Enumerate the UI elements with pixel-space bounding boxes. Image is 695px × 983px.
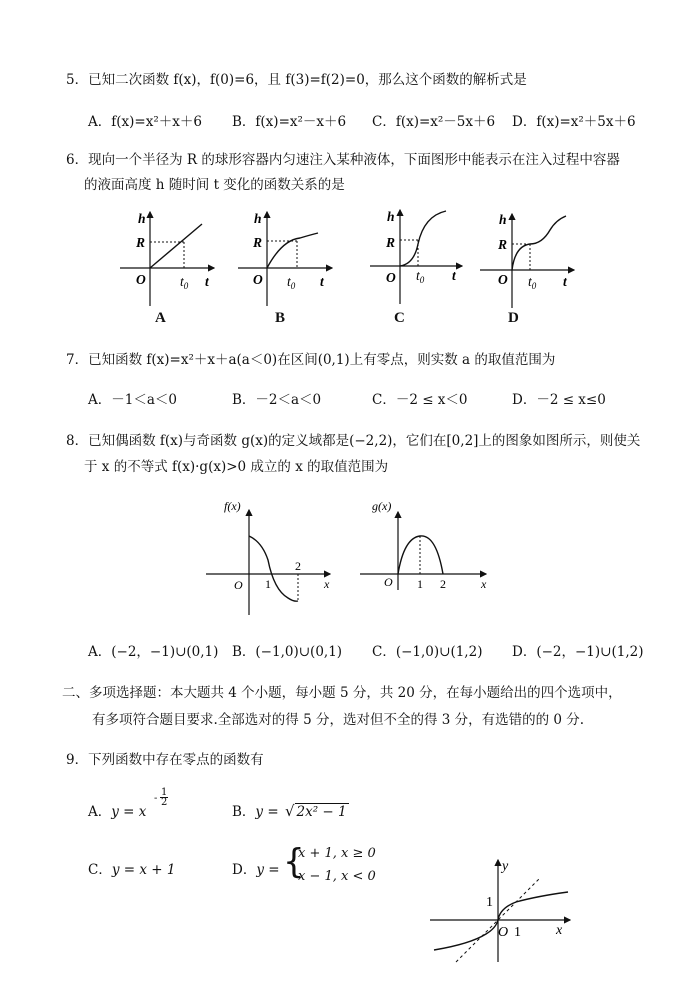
q6-graph-a	[120, 211, 214, 306]
q6-curve-a	[150, 224, 202, 268]
q6-a-t0-label: $t_0$	[180, 274, 189, 291]
q9-option-b-label: B．	[232, 804, 256, 820]
q8-option-d: D．(−2，−1)∪(1,2)	[512, 644, 644, 660]
q8-g-tick1: 1	[417, 577, 423, 591]
q8-g-ylabel: g(x)	[372, 499, 392, 513]
q9-graph-x-label: x	[556, 923, 563, 938]
q8-f-tick2: 2	[295, 559, 301, 573]
section2-line2: 有多项符合题目要求.全部选对的得 5 分，选对但不全的得 3 分，有选错的的 0 分.	[92, 712, 585, 728]
q9-option-d-label: D．	[232, 862, 257, 878]
q6-stem-line1: 6．现向一个半径为 R 的球形容器内匀速注入某种液体，下面图形中能表示在注入过程中容器	[66, 152, 620, 168]
q6-graph-b	[238, 211, 332, 306]
q8-graphs	[0, 490, 695, 620]
q6-a-t-label: t	[205, 274, 209, 289]
q9-option-b	[232, 800, 349, 820]
q6-d-t0-label: $t_0$	[528, 274, 537, 291]
q8-stem-line2: 于 x 的不等式 f(x)·g(x)>0 成立的 x 的取值范围为	[84, 459, 389, 475]
q9-option-a-exponent: - 1 2	[154, 787, 168, 808]
q6-b-h-label: h	[254, 211, 262, 226]
section2-line1: 二、多项选择题：本大题共 4 个小题，每小题 5 分，共 20 分，在每小题给出的四个选项中，	[62, 685, 622, 701]
q6-d-r-label: R	[498, 237, 508, 252]
q9-graph-one-x: 1	[514, 925, 521, 940]
q6-c-r-label: R	[386, 235, 396, 250]
q8-f-xlabel: x	[324, 577, 330, 591]
q8-option-b: B．(−1,0)∪(0,1)	[232, 644, 343, 660]
q9-option-b-radical: √ 2x² − 1	[284, 802, 347, 820]
q9-graph-origin: O	[498, 925, 509, 940]
q7-option-d: D．－2 ≤ x≤0	[512, 392, 606, 408]
q6-c-t0-label: $t_0$	[416, 268, 425, 285]
q6-b-r-label: R	[253, 235, 263, 250]
q6-d-origin-label: O	[498, 272, 508, 287]
q6-a-r-label: R	[136, 235, 146, 250]
q6-graph-c	[370, 209, 462, 304]
q8-graph-f	[206, 499, 330, 615]
q9-graph-y-label: y	[502, 859, 509, 874]
q6-caption-c: C	[394, 310, 405, 326]
q9-option-d-case2: x − 1, x < 0	[298, 869, 376, 884]
q7-option-b: B．－2＜a＜0	[232, 392, 322, 408]
q8-option-c: C．(−1,0)∪(1,2)	[372, 644, 483, 660]
q8-f-origin: O	[234, 578, 243, 592]
q5-option-c: C．f(x)=x²－5x＋6	[372, 114, 496, 130]
q6-b-t-label: t	[320, 274, 324, 289]
q6-c-origin-label: O	[386, 270, 396, 285]
q6-curve-c	[400, 211, 446, 266]
q6-d-t-label: t	[563, 274, 567, 289]
q9-option-c	[88, 858, 175, 878]
q9-option-c-label: C．	[88, 862, 112, 878]
q8-f-tick1: 1	[265, 577, 271, 591]
q9-option-d	[232, 858, 280, 878]
q9-option-b-radicand: 2x² − 1	[296, 804, 347, 820]
q6-caption-a: A	[155, 310, 166, 326]
q9-option-b-y: y =	[255, 804, 279, 820]
q6-curve-d	[512, 216, 566, 270]
q9-option-a	[88, 787, 168, 820]
q9-graph	[420, 852, 580, 964]
q8-g-origin: O	[384, 575, 393, 589]
q6-a-origin-label: O	[136, 272, 146, 287]
q9-stem: 9．下列函数中存在零点的函数有	[66, 752, 264, 768]
q6-b-t0-label: $t_0$	[287, 274, 296, 291]
q8-g-tick2: 2	[440, 577, 446, 591]
q6-d-h-label: h	[499, 212, 507, 227]
q6-graphs	[0, 200, 695, 335]
q8-curve-f	[249, 536, 298, 601]
q5-option-a: A．f(x)=x²＋x＋6	[88, 114, 202, 130]
q8-option-a: A．(−2，−1)∪(0,1)	[88, 644, 219, 660]
q9-option-d-case1: x + 1, x ≥ 0	[298, 846, 376, 861]
q9-option-a-label: A．	[88, 804, 112, 820]
q8-f-ylabel: f(x)	[224, 499, 241, 513]
q8-graph-g	[360, 499, 487, 591]
q6-stem-line2: 的液面高度 h 随时间 t 变化的函数关系的是	[84, 177, 345, 193]
q8-stem-line1: 8．已知偶函数 f(x)与奇函数 g(x)的定义域都是(−2,2)，它们在[0,2]上的图象如图所示，则使关	[66, 433, 641, 449]
q8-g-xlabel: x	[481, 577, 487, 591]
q9-option-a-expr: y = x	[111, 804, 147, 820]
q6-graph-d	[480, 212, 574, 308]
q6-caption-d: D	[508, 310, 519, 326]
q9-option-d-y: y =	[256, 862, 280, 878]
q5-stem: 5．已知二次函数 f(x)，f(0)=6，且 f(3)=f(2)=0，那么这个函数的解析式是	[66, 72, 527, 88]
q5-option-b: B．f(x)=x²－x＋6	[232, 114, 347, 130]
q5-option-d: D．f(x)=x²＋5x＋6	[512, 114, 636, 130]
q9-graph-one-y: 1	[486, 895, 493, 910]
q6-c-t-label: t	[452, 268, 456, 283]
q9-option-d-brace: {	[283, 842, 305, 882]
q6-c-h-label: h	[387, 209, 395, 224]
q7-option-c: C．－2 ≤ x＜0	[372, 392, 468, 408]
q7-stem: 7．已知函数 f(x)=x²＋x＋a(a＜0)在区间(0,1)上有零点，则实数 a 的取值范围为	[66, 352, 556, 368]
q7-option-a: A．－1＜a＜0	[88, 392, 177, 408]
q6-curve-b	[267, 233, 318, 268]
q6-a-h-label: h	[138, 211, 146, 226]
q6-caption-b: B	[275, 310, 286, 326]
q9-graph-curve	[434, 892, 568, 950]
q9-option-c-expr: y = x + 1	[111, 862, 176, 878]
q6-b-origin-label: O	[253, 272, 263, 287]
